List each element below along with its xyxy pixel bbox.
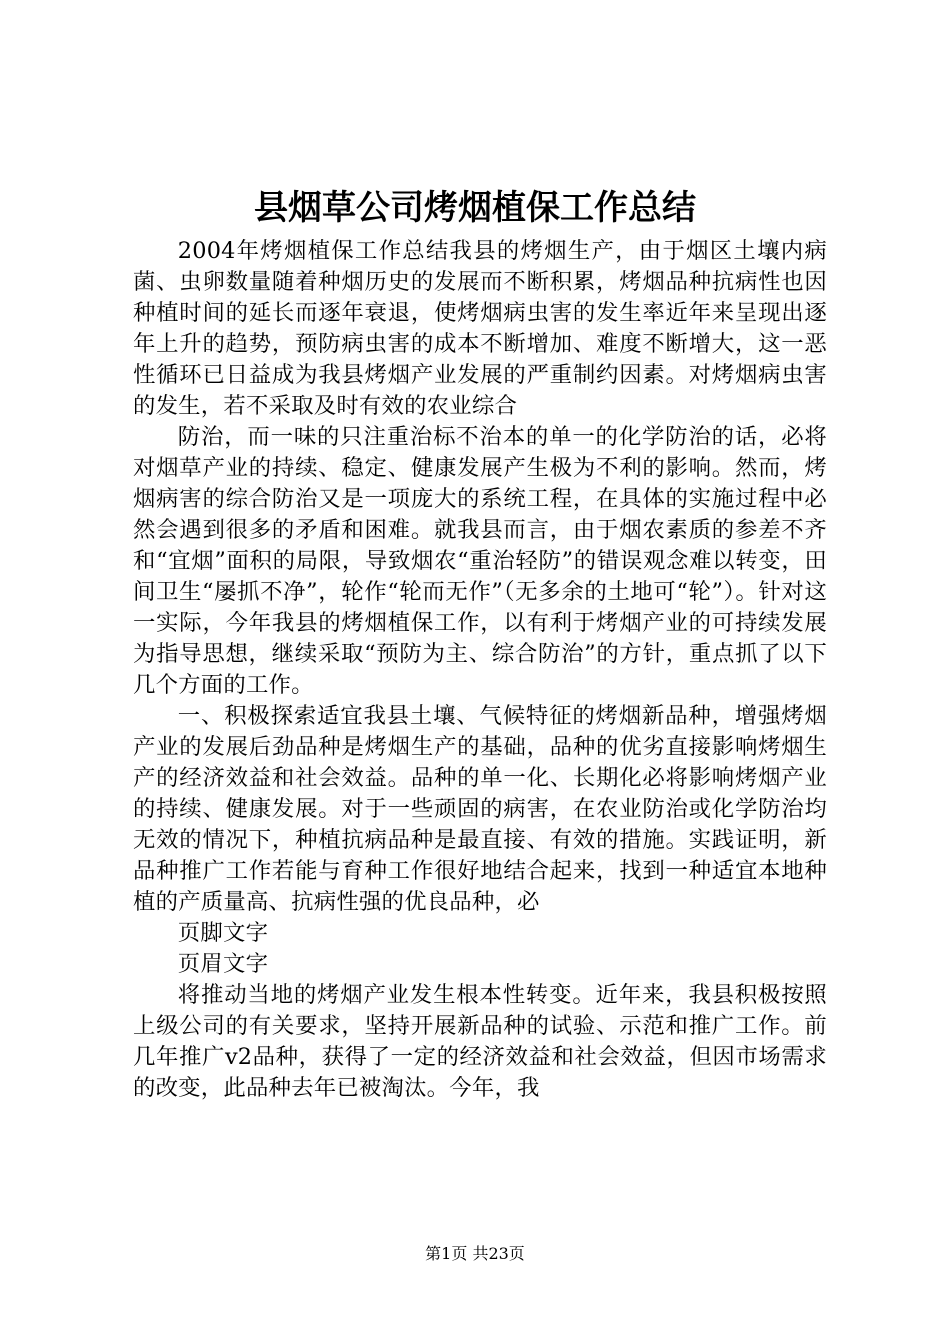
header-placeholder-text: 页眉文字 <box>177 951 269 977</box>
document-title: 县烟草公司烤烟植保工作总结 <box>254 188 696 228</box>
document-body <box>133 236 827 1104</box>
page-number: 第1页 共23页 <box>425 1244 525 1263</box>
paragraph: 一、积极探索适宜我县土壤、气候特征的烤烟新品种，增强烤烟产业的发展后劲品种是烤烟生产的基础，品种的优劣直接影响烤烟生产的经济效益和社会效益。品种的单一化、长期化必将影响烤烟产业的持续、健康发展。对于一些顽固的病害，在农业防治或化学防治均无效的情况下，种植抗病品种是最直接、有效的措施。实践证明，新品种推广工作若能与育种工作很好地结合起来，找到一种适宜本地种植的产质量高、抗病性强的优良品种，必 <box>133 703 827 915</box>
paragraph: 防治，而一味的只注重治标不治本的单一的化学防治的话，必将对烟草产业的持续、稳定、健康发展产生极为不利的影响。然而，烤烟病害的综合防治又是一项庞大的系统工程，在具体的实施过程中必然会遇到很多的矛盾和困难。就我县而言，由于烟农素质的参差不齐和“宜烟”面积的局限，导致烟农“重治轻防”的错误观念难以转变，田间卫生“屡抓不净”，轮作“轮而无作”（无多余的土地可“轮”）。针对这一实际，今年我县的烤烟植保工作，以有利于烤烟产业的可持续发展为指导思想，继续采取“预防为主、综合防治”的方针，重点抓了以下几个方面的工作。 <box>133 424 827 698</box>
footer-placeholder-text: 页脚文字 <box>177 920 269 946</box>
paragraph: 将推动当地的烤烟产业发生根本性转变。近年来，我县积极按照上级公司的有关要求，坚持开展新品种的试验、示范和推广工作。前几年推广v2品种，获得了一定的经济效益和社会效益，但因市场需求的改变，此品种去年已被淘汰。今年，我 <box>133 982 827 1101</box>
paragraph: 2004年烤烟植保工作总结我县的烤烟生产，由于烟区土壤内病菌、虫卵数量随着种烟历史的发展而不断积累，烤烟品种抗病性也因种植时间的延长而逐年衰退，使烤烟病虫害的发生率近年来呈现出逐年上升的趋势，预防病虫害的成本不断增加、难度不断增大，这一恶性循环已日益成为我县烤烟产业发展的严重制约因素。对烤烟病虫害的发生，若不采取及时有效的农业综合 <box>133 238 827 419</box>
